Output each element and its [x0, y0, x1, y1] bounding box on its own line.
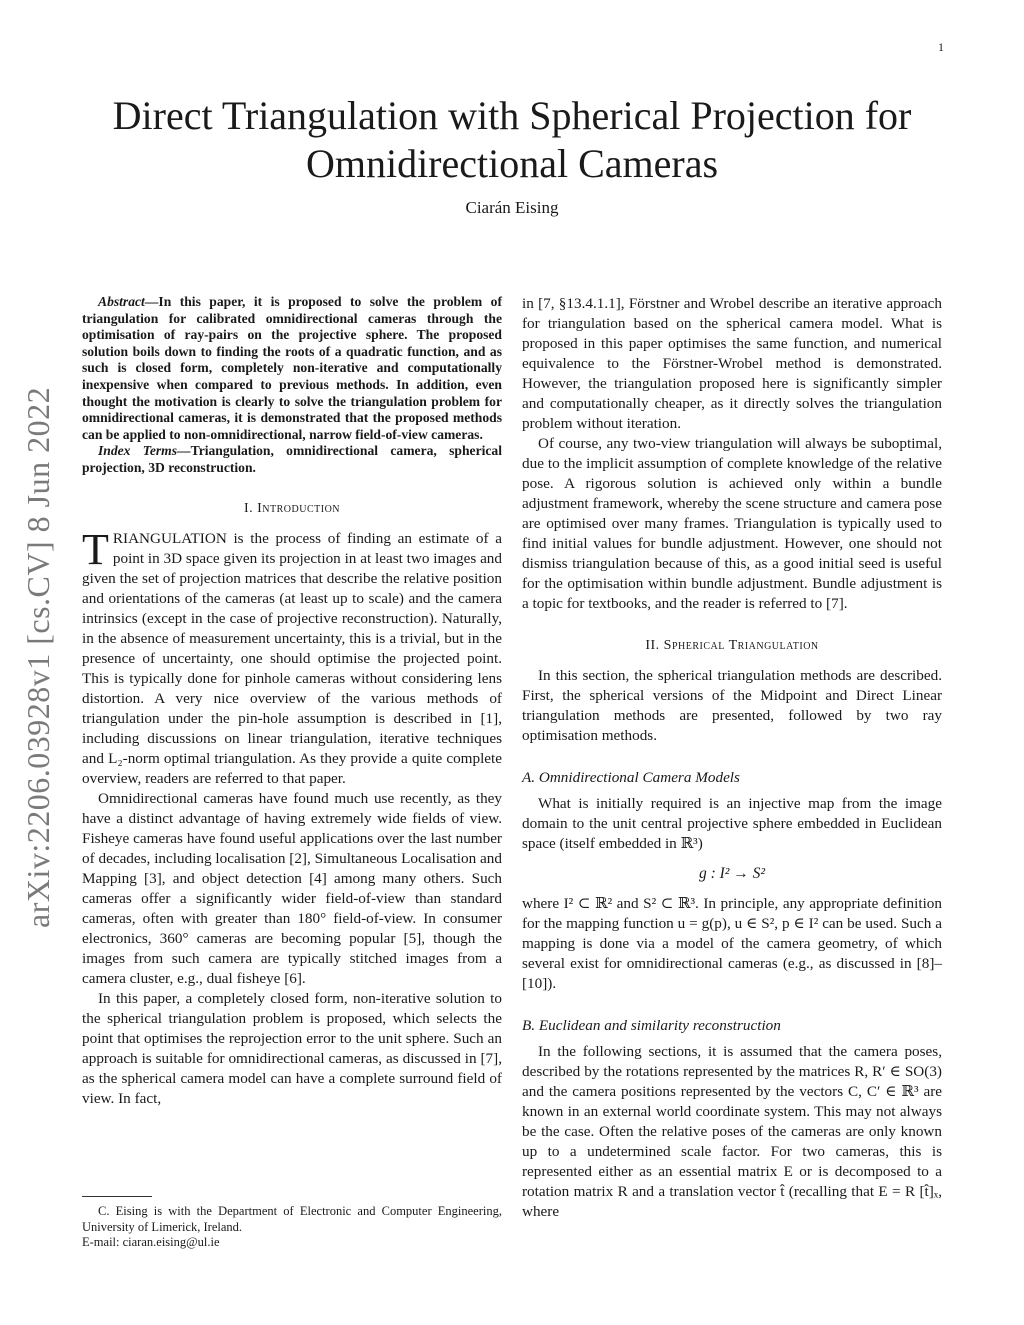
index-terms — [82, 443, 502, 476]
footnote-rule — [82, 1196, 152, 1197]
footnote-email: E-mail: ciaran.eising@ul.ie — [82, 1235, 220, 1249]
section2-paragraph-1: In this section, the spherical triangulation methods are described. First, the spherical versions of the Midpoint and Direct Linear triangulation methods are presented, followed by two ray optimisation methods. — [522, 667, 942, 744]
abstract-text: In this paper, it is proposed to solve the problem of triangulation for calibrated omnidirectional cameras through the optimisation of ray-pairs on the projective sphere. The proposed solution boils down to finding the roots of a quadratic function, and as such is closed form, completely non-iterative and computationally inexpensive when compared to previous methods. In addition, even thought the motivation is clearly to solve the triangulation problem for omnidirectional cameras, it is demonstrated that the proposed methods can be applied to non-omnidirectional, narrow field-of-view cameras. — [82, 294, 502, 442]
intro-paragraph-1-text: RIANGULATION is the process of finding an estimate of a point in 3D space given its projection in at least two images and given the set of projection matrices that describe the relative position and orientations of the cameras (at least up to scale) and the camera intrinsics (except in the case of projective reconstruction). Naturally, in the absence of measurement uncertainty, this is a trivial, but in the presence of uncertainty, one should optimise the projected point. This is typically done for pinhole cameras without considering lens distortion. A very nice overview of the various methods of triangulation under the pin-hole assumption is described in [1], including discussions on linear triangulation, iterative techniques and L₂-norm optimal triangulation. As they provide a quite complete overview, readers are referred to that paper. — [82, 529, 502, 787]
subsection-a-paragraph-2: where I² ⊂ ℝ² and S² ⊂ ℝ³. In principle, any appropriate definition for the mapping function u = g(p), u ∈ S², p ∈ I² can be used. Such a mapping is done via a model of the camera geometry, of which several exist for omnidirectional cameras (e.g., as discussed in [8]–[10]). — [522, 895, 942, 992]
index-terms-label: Index Terms— — [98, 443, 191, 459]
page-number: 1 — [938, 40, 944, 54]
subsection-heading-reconstruction: B. Euclidean and similarity reconstruction — [522, 1017, 781, 1034]
section-heading-introduction: I. Introduction — [243, 500, 341, 516]
drop-cap: T — [82, 524, 109, 574]
index-terms-text: Triangulation, omnidirectional camera, spherical projection, 3D reconstruction. — [82, 443, 502, 475]
subsection-b-paragraph-1: In the following sections, it is assumed that the camera poses, described by the rotations represented by the matrices R, R′ ∈ SO(3) and the camera positions represented by the vectors C, C′ ∈ ℝ³ are known in an external world coordinate system. This may not always be the case. Often the relative poses of the cameras are only known up to a undetermined scale factor. For two cameras, this is represented either as an essential matrix E or is decomposed to a rotation matrix R and a translation vector t̂ (recalling that E = R [t̂]ₓ, where — [522, 1043, 942, 1220]
right-paragraph-2: Of course, any two-view triangulation will always be suboptimal, due to the implicit assumption of complete knowledge of the relative pose. A rigorous solution is achieved only within a bundle adjustment framework, whereby the scene structure and camera pose are optimised over many frames. Triangulation is typically used to find initial values for bundle adjustment. However, one should not dismiss triangulation because of this, as a good initial seed is useful for the optimisation within bundle adjustment. Bundle adjustment is a topic for textbooks, and the reader is referred to [7]. — [522, 435, 942, 612]
section-heading-spherical-triangulation: II. Spherical Triangulation — [645, 638, 819, 653]
author: Ciarán Eising — [465, 198, 559, 217]
subsection-a-paragraph-1: What is initially required is an injective map from the image domain to the unit central projective sphere embedded in Euclidean space (itself embedded in ℝ³) — [522, 795, 942, 852]
left-column — [82, 294, 502, 1109]
footnote — [82, 1204, 502, 1251]
right-paragraph-1: in [7, §13.4.1.1], Förstner and Wrobel describe an iterative approach for triangulation based on the spherical camera model. What is proposed in this paper optimises the same function, and numerical equivalence to the Förstner-Wrobel method is demonstrated. However, the triangulation proposed here is significantly simpler and computationally cheaper, as it directly solves the triangulation problem without iteration. — [522, 295, 942, 432]
intro-paragraph-2: Omnidirectional cameras have found much use recently, as they have a distinct advantage of having extremely wide fields of view. Fisheye cameras have found useful applications over the last number of decades, including localisation [2], Simultaneous Localisation and Mapping [3], and object detection [4] among many others. Such cameras offer a significantly wider field-of-view than standard cameras, often with greater than 180° field-of-view. In consumer electronics, 360° cameras are becoming popular [5], though the images from such camera are typically stitched images from a camera cluster, e.g., dual fisheye [6]. — [82, 789, 502, 987]
abstract-label: Abstract— — [98, 294, 159, 309]
arxiv-stamp: arXiv:2206.03928v1 [cs.CV] 8 Jun 2022 — [20, 386, 56, 928]
subsection-heading-camera-models: A. Omnidirectional Camera Models — [522, 769, 740, 786]
right-column — [522, 294, 942, 1222]
paper-title: Direct Triangulation with Spherical Projection for Omnidirectional Cameras — [112, 93, 912, 186]
intro-paragraph-1 — [82, 524, 502, 789]
intro-paragraph-3: In this paper, a completely closed form, non-iterative solution to the spherical triangulation problem is proposed, which selects the point that optimises the reprojection error to the unit sphere. Such an approach is suitable for omnidirectional cameras, as discussed in [7], as the spherical camera model can have a complete surround field of view. In fact, — [82, 989, 502, 1107]
footnote-affiliation: C. Eising is with the Department of Electronic and Computer Engineering, University of Limerick, Ireland. — [82, 1204, 502, 1234]
abstract — [82, 294, 502, 443]
equation-mapping: g : I² → S² — [698, 865, 766, 882]
